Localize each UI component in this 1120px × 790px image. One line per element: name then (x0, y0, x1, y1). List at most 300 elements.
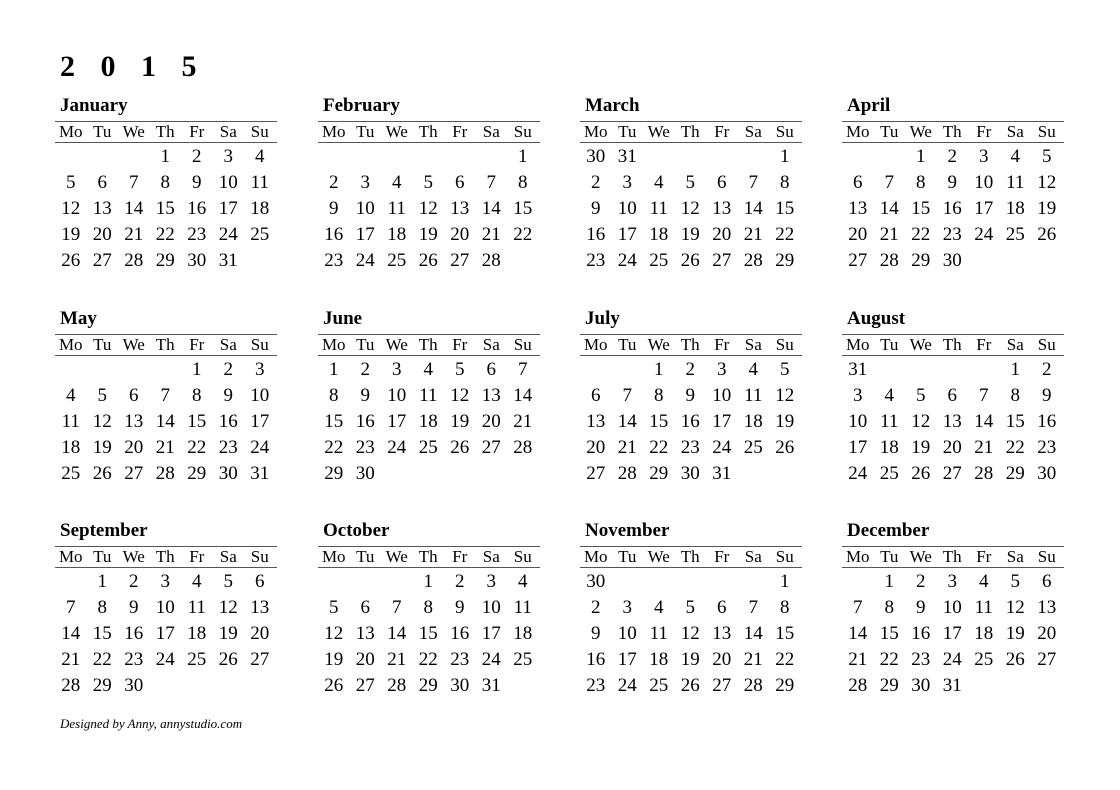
day-cell: 27 (848, 250, 868, 271)
day-cell: 28 (743, 250, 763, 271)
day-cell: 27 (942, 463, 962, 484)
day-cell: 31 (712, 463, 732, 484)
day-cell: 8 (884, 597, 894, 618)
day-cell: 4 (979, 571, 989, 592)
day-cell: 12 (450, 385, 470, 406)
day-cell (874, 144, 906, 170)
day-cell (612, 357, 644, 383)
weekday-label: Th (155, 335, 175, 354)
day-cell: 10 (617, 198, 637, 219)
day-cell: 11 (61, 411, 80, 432)
day-cell: 5 (780, 359, 790, 380)
day-cell: 6 (255, 571, 265, 592)
weekday-label: Tu (618, 547, 637, 566)
day-cell: 8 (916, 172, 926, 193)
weekday-label: Sa (1006, 547, 1024, 566)
day-cell: 28 (481, 250, 501, 271)
weekday-label: Tu (880, 335, 899, 354)
weekday-label: Tu (356, 547, 375, 566)
weekday-label: Mo (321, 335, 346, 354)
day-cell: 3 (853, 385, 863, 406)
weekday-label: Th (418, 547, 438, 566)
day-cell: 23 (324, 250, 344, 271)
day-cell: 7 (853, 597, 863, 618)
weekday-label: Su (250, 122, 269, 141)
day-cell: 4 (1010, 146, 1020, 167)
day-cell: 12 (61, 198, 81, 219)
day-cell (643, 144, 675, 170)
day-cell: 26 (680, 675, 700, 696)
weekday-label: Fr (452, 547, 468, 566)
weekday-label: Tu (880, 122, 899, 141)
day-cell: 21 (617, 437, 637, 458)
weekday-header (55, 121, 277, 143)
weekday-label: Th (680, 547, 700, 566)
day-cell: 31 (617, 146, 637, 167)
day-cell: 2 (916, 571, 926, 592)
day-cell: 27 (124, 463, 144, 484)
day-cell: 10 (387, 385, 407, 406)
day-cell: 22 (911, 224, 931, 245)
weekday-header (55, 334, 277, 356)
day-cell: 5 (1010, 571, 1020, 592)
day-cell: 11 (649, 623, 668, 644)
day-cell: 20 (124, 437, 144, 458)
weekday-label: Su (775, 122, 794, 141)
day-cell: 17 (218, 198, 238, 219)
day-cell: 24 (974, 224, 994, 245)
day-cell: 26 (1037, 224, 1057, 245)
day-cell (350, 569, 382, 595)
day-cell: 3 (486, 571, 496, 592)
weekday-label: Su (1037, 547, 1056, 566)
day-cell: 15 (418, 623, 438, 644)
day-cell: 1 (916, 146, 926, 167)
day-cell (381, 569, 413, 595)
day-grid (842, 568, 1064, 699)
day-cell: 25 (743, 437, 763, 458)
day-cell: 10 (617, 623, 637, 644)
day-cell: 6 (853, 172, 863, 193)
year-title: 2 0 1 5 (60, 50, 206, 83)
day-cell: 7 (748, 172, 758, 193)
day-cell: 15 (513, 198, 533, 219)
day-cell: 23 (187, 224, 207, 245)
weekday-header (318, 546, 540, 568)
day-cell (905, 357, 937, 383)
day-cell: 31 (250, 463, 270, 484)
day-cell: 11 (1006, 172, 1025, 193)
day-cell: 23 (124, 649, 144, 670)
day-cell: 4 (392, 172, 402, 193)
day-cell: 11 (974, 597, 993, 618)
day-cell (150, 357, 182, 383)
weekday-label: Sa (744, 547, 762, 566)
weekday-label: Tu (356, 122, 375, 141)
weekday-label: Tu (93, 122, 112, 141)
day-cell: 26 (450, 437, 470, 458)
weekday-label: Su (513, 335, 532, 354)
day-cell (87, 357, 119, 383)
day-cell: 22 (649, 437, 669, 458)
day-cell: 21 (743, 649, 763, 670)
day-cell (580, 357, 612, 383)
day-cell: 11 (187, 597, 206, 618)
day-cell: 15 (155, 198, 175, 219)
day-cell: 17 (481, 623, 501, 644)
weekday-label: Fr (976, 547, 992, 566)
weekday-label: Fr (452, 335, 468, 354)
day-cell: 21 (513, 411, 533, 432)
day-cell: 19 (911, 437, 931, 458)
day-cell: 14 (974, 411, 994, 432)
weekday-label: Sa (219, 547, 237, 566)
day-cell: 8 (654, 385, 664, 406)
day-cell: 2 (455, 571, 465, 592)
day-cell: 13 (92, 198, 112, 219)
day-cell: 10 (355, 198, 375, 219)
day-cell: 13 (250, 597, 270, 618)
day-cell: 27 (712, 250, 732, 271)
day-cell: 31 (848, 359, 868, 380)
day-cell: 13 (1037, 597, 1057, 618)
day-cell: 16 (450, 623, 470, 644)
weekday-label: We (385, 122, 408, 141)
weekday-label: Th (942, 335, 962, 354)
day-cell: 20 (1037, 623, 1057, 644)
day-cell: 3 (947, 571, 957, 592)
weekday-label: Th (942, 122, 962, 141)
day-cell: 14 (743, 623, 763, 644)
credit-footer: Designed by Anny, annystudio.com (60, 716, 243, 731)
day-cell: 10 (974, 172, 994, 193)
weekday-label: Sa (482, 335, 500, 354)
day-cell: 26 (680, 250, 700, 271)
weekday-label: Fr (452, 122, 468, 141)
day-cell: 26 (61, 250, 81, 271)
day-cell: 15 (187, 411, 207, 432)
day-cell: 17 (155, 623, 175, 644)
day-cell: 19 (324, 649, 344, 670)
day-cell: 7 (160, 385, 170, 406)
day-cell: 30 (586, 146, 606, 167)
day-cell: 22 (775, 224, 795, 245)
day-cell: 21 (848, 649, 868, 670)
day-cell (444, 144, 476, 170)
day-cell: 4 (518, 571, 528, 592)
day-cell: 14 (848, 623, 868, 644)
weekday-label: Tu (93, 547, 112, 566)
day-cell: 10 (250, 385, 270, 406)
day-cell: 5 (423, 172, 433, 193)
day-cell (476, 144, 508, 170)
day-cell: 27 (1037, 649, 1057, 670)
day-cell: 6 (717, 597, 727, 618)
day-cell: 23 (586, 675, 606, 696)
day-cell: 3 (717, 359, 727, 380)
day-cell: 25 (879, 463, 899, 484)
day-cell: 24 (617, 675, 637, 696)
day-cell (706, 144, 738, 170)
day-cell: 9 (916, 597, 926, 618)
day-cell: 4 (192, 571, 202, 592)
day-cell: 10 (481, 597, 501, 618)
day-cell: 19 (418, 224, 438, 245)
day-cell: 8 (192, 385, 202, 406)
day-cell: 3 (255, 359, 265, 380)
day-cell: 23 (218, 437, 238, 458)
day-grid (318, 568, 540, 699)
day-cell: 15 (911, 198, 931, 219)
day-cell: 27 (712, 675, 732, 696)
day-cell: 1 (192, 359, 202, 380)
day-cell: 1 (329, 359, 339, 380)
weekday-label: We (647, 335, 670, 354)
day-cell: 17 (387, 411, 407, 432)
day-cell (675, 144, 707, 170)
day-cell: 16 (942, 198, 962, 219)
day-cell: 18 (387, 224, 407, 245)
weekday-label: Mo (321, 122, 346, 141)
month-january (55, 95, 277, 274)
day-cell: 9 (1042, 385, 1052, 406)
day-cell: 6 (129, 385, 139, 406)
weekday-label: Tu (880, 547, 899, 566)
day-cell: 6 (486, 359, 496, 380)
weekday-label: Tu (93, 335, 112, 354)
day-cell: 19 (1037, 198, 1057, 219)
month-name: January (60, 95, 128, 116)
day-cell: 7 (622, 385, 632, 406)
weekday-label: Su (1037, 122, 1056, 141)
month-name: March (585, 95, 640, 116)
weekday-header (580, 334, 802, 356)
day-cell: 11 (387, 198, 406, 219)
weekday-header (55, 546, 277, 568)
day-cell: 14 (155, 411, 175, 432)
day-cell: 14 (743, 198, 763, 219)
day-cell: 26 (1005, 649, 1025, 670)
month-name: November (585, 520, 670, 541)
day-cell: 15 (92, 623, 112, 644)
day-cell (318, 144, 350, 170)
day-cell: 15 (775, 623, 795, 644)
day-cell: 13 (586, 411, 606, 432)
weekday-label: We (909, 335, 932, 354)
weekday-label: Mo (583, 122, 608, 141)
day-cell: 20 (92, 224, 112, 245)
day-cell: 23 (680, 437, 700, 458)
weekday-label: Sa (482, 547, 500, 566)
weekday-label: Sa (744, 122, 762, 141)
day-cell: 20 (586, 437, 606, 458)
weekday-label: Tu (618, 335, 637, 354)
day-cell: 4 (748, 359, 758, 380)
day-cell: 1 (654, 359, 664, 380)
weekday-label: Fr (714, 122, 730, 141)
month-name: July (585, 308, 620, 329)
weekday-label: Sa (219, 335, 237, 354)
day-cell (413, 144, 445, 170)
day-cell: 27 (250, 649, 270, 670)
day-cell: 13 (355, 623, 375, 644)
day-cell (55, 144, 87, 170)
day-cell: 11 (649, 198, 668, 219)
day-cell: 27 (92, 250, 112, 271)
day-cell: 9 (329, 198, 339, 219)
day-cell: 15 (775, 198, 795, 219)
weekday-label: Su (1037, 335, 1056, 354)
day-cell: 16 (586, 649, 606, 670)
day-cell (55, 569, 87, 595)
day-cell: 17 (355, 224, 375, 245)
day-cell: 16 (1037, 411, 1057, 432)
day-cell: 2 (192, 146, 202, 167)
weekday-label: Fr (189, 547, 205, 566)
day-cell: 21 (974, 437, 994, 458)
day-cell: 23 (1037, 437, 1057, 458)
day-cell: 26 (911, 463, 931, 484)
day-cell: 18 (974, 623, 994, 644)
day-cell: 21 (387, 649, 407, 670)
day-cell: 14 (124, 198, 144, 219)
day-cell: 22 (1005, 437, 1025, 458)
day-cell: 24 (848, 463, 868, 484)
day-cell: 5 (66, 172, 76, 193)
day-cell: 4 (423, 359, 433, 380)
day-cell: 20 (942, 437, 962, 458)
day-cell: 27 (481, 437, 501, 458)
day-cell: 28 (155, 463, 175, 484)
day-cell: 23 (586, 250, 606, 271)
day-cell: 12 (911, 411, 931, 432)
day-cell: 19 (775, 411, 795, 432)
day-cell: 4 (654, 597, 664, 618)
day-cell: 18 (743, 411, 763, 432)
day-cell: 7 (486, 172, 496, 193)
day-cell: 1 (160, 146, 170, 167)
day-cell: 28 (124, 250, 144, 271)
day-cell: 20 (848, 224, 868, 245)
day-cell: 17 (250, 411, 270, 432)
day-cell: 12 (324, 623, 344, 644)
day-cell (87, 144, 119, 170)
day-cell: 2 (685, 359, 695, 380)
day-cell: 1 (518, 146, 528, 167)
month-name: October (323, 520, 390, 541)
day-cell: 29 (1005, 463, 1025, 484)
day-cell: 29 (92, 675, 112, 696)
day-cell: 22 (324, 437, 344, 458)
day-cell: 1 (884, 571, 894, 592)
weekday-label: Th (418, 122, 438, 141)
day-cell: 11 (744, 385, 763, 406)
weekday-label: Fr (714, 335, 730, 354)
day-cell: 2 (1042, 359, 1052, 380)
day-cell: 22 (879, 649, 899, 670)
weekday-label: Su (775, 335, 794, 354)
day-cell: 18 (1005, 198, 1025, 219)
day-cell: 6 (947, 385, 957, 406)
day-cell: 17 (617, 224, 637, 245)
day-cell: 1 (780, 146, 790, 167)
day-cell: 24 (355, 250, 375, 271)
day-cell: 27 (355, 675, 375, 696)
day-cell: 16 (218, 411, 238, 432)
day-cell: 7 (392, 597, 402, 618)
day-cell (675, 569, 707, 595)
day-cell: 29 (187, 463, 207, 484)
day-cell: 29 (911, 250, 931, 271)
weekday-label: Su (250, 547, 269, 566)
day-cell: 18 (649, 649, 669, 670)
weekday-header (580, 121, 802, 143)
weekday-label: Sa (1006, 122, 1024, 141)
day-cell: 16 (586, 224, 606, 245)
day-cell (643, 569, 675, 595)
day-cell: 28 (974, 463, 994, 484)
day-cell: 18 (418, 411, 438, 432)
day-cell: 12 (92, 411, 112, 432)
day-grid (55, 568, 277, 699)
day-cell: 16 (680, 411, 700, 432)
day-cell: 21 (481, 224, 501, 245)
day-cell: 4 (66, 385, 76, 406)
day-cell: 7 (129, 172, 139, 193)
weekday-label: We (122, 335, 145, 354)
day-cell: 29 (879, 675, 899, 696)
day-cell: 26 (92, 463, 112, 484)
day-cell: 12 (418, 198, 438, 219)
day-cell (350, 144, 382, 170)
day-cell: 25 (387, 250, 407, 271)
month-name: February (323, 95, 401, 116)
day-cell: 9 (591, 623, 601, 644)
day-cell: 14 (61, 623, 81, 644)
day-cell: 6 (591, 385, 601, 406)
day-cell: 12 (218, 597, 238, 618)
day-cell: 19 (61, 224, 81, 245)
day-cell: 17 (712, 411, 732, 432)
weekday-label: Fr (189, 335, 205, 354)
day-cell: 7 (518, 359, 528, 380)
weekday-label: Mo (321, 547, 346, 566)
month-december (842, 520, 1064, 699)
weekday-label: Mo (583, 335, 608, 354)
weekday-label: Mo (845, 335, 870, 354)
day-cell: 26 (418, 250, 438, 271)
day-cell: 2 (591, 597, 601, 618)
weekday-label: Th (942, 547, 962, 566)
day-cell: 22 (513, 224, 533, 245)
day-cell (874, 357, 906, 383)
day-cell: 7 (884, 172, 894, 193)
day-cell: 5 (455, 359, 465, 380)
day-cell: 20 (712, 224, 732, 245)
day-cell: 31 (218, 250, 238, 271)
day-cell: 30 (911, 675, 931, 696)
day-cell: 13 (712, 198, 732, 219)
day-cell: 14 (513, 385, 533, 406)
month-november (580, 520, 802, 699)
day-cell: 24 (155, 649, 175, 670)
day-cell: 11 (419, 385, 438, 406)
day-cell: 24 (387, 437, 407, 458)
day-cell: 21 (879, 224, 899, 245)
day-cell: 30 (450, 675, 470, 696)
weekday-label: Su (250, 335, 269, 354)
weekday-label: Sa (744, 335, 762, 354)
